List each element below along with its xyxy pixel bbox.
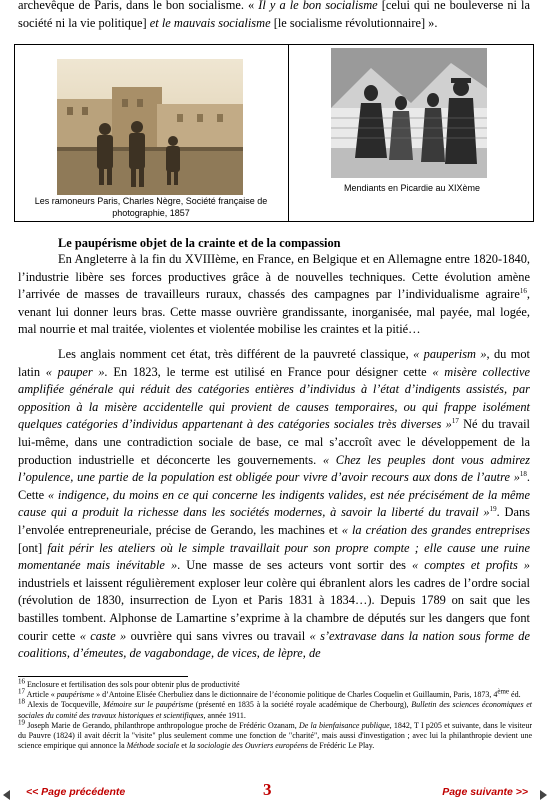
table-divider xyxy=(288,45,289,221)
section-title: Le paupérisme objet de la crainte et de la compassion xyxy=(58,236,341,250)
page-number: 3 xyxy=(263,780,272,799)
paragraph-text: , venant lui donner leurs bras. Cette masse ouvrière grandissante, inorganisée, mal payée, mal logée, mal nourrie et mal traitée, violentes et violentée mobilise les craintes et la pitié… xyxy=(18,287,530,337)
footnote-superscript: ème xyxy=(497,687,510,696)
footnote-italic: Bulletin des sciences économiques et sociales du comité des travaux historiques et scientifiques xyxy=(18,700,533,720)
paragraph-text: [ont] xyxy=(18,540,43,555)
right-image-caption: Mendiants en Picardie au XIXème xyxy=(343,183,481,193)
footnote-italic: paupérisme xyxy=(56,690,95,700)
footnote-17 xyxy=(18,687,532,700)
intro-text: [celui qui ne bouleverse ni la société ni la vie politique] xyxy=(18,0,530,30)
footnote-ref[interactable]: 17 xyxy=(451,417,459,426)
paragraph-text: . Dans l’envolée entrepreneuriale, précise de Gerando, les machines et xyxy=(18,505,530,537)
next-page-link[interactable]: Page suivante >> xyxy=(442,786,528,798)
footnote-text: Joseph Marie de Gerando, philanthrope anthropologue proche de Frédéric Ozanam, xyxy=(27,720,297,730)
intro-text: archevêque de Paris, dans le bon socialisme. « xyxy=(18,0,255,12)
footnote-text: (présenté en 1835 à la société royale académique de Cherbourg), xyxy=(195,700,409,710)
paragraph-text: ouvrière qui sans vivres ou travail xyxy=(130,628,306,643)
footnote-ref[interactable]: 16 xyxy=(519,287,527,296)
footnote-italic: De la bienfaisance publique xyxy=(298,720,390,730)
intro-quote: Il y a le bon socialisme xyxy=(258,0,378,12)
paragraph-quote: « pauperism », xyxy=(413,347,490,361)
paragraph-text: . Cette xyxy=(18,470,530,502)
paragraph-quote: « comptes et profits » xyxy=(412,558,530,573)
footnote-text: , année 1911. xyxy=(203,710,246,720)
footnote-text: Enclosure et fertilisation des sols pour obtenir plus de productivité xyxy=(27,680,240,689)
footnote-number: 18 xyxy=(18,697,25,706)
previous-page-link[interactable]: << Page précédente xyxy=(26,786,126,798)
paragraph-text: du mot latin xyxy=(18,347,530,379)
footnote-16 xyxy=(18,677,532,690)
paragraph-quote: « s’extravase dans la nation sous forme de coalitions, d’émeutes, de vagabondage, de vices, de lèpre, de xyxy=(18,628,530,661)
footnote-text: » d’Antoine Elisée Cherbuliez dans le dictionnaire de l’économie politique de Charles Coquelin et Guillaumin, Paris, 1873, 4 xyxy=(96,690,498,700)
footnote-ref[interactable]: 19 xyxy=(489,505,497,514)
paragraph-2 xyxy=(18,346,530,663)
footnote-19 xyxy=(18,718,533,752)
paragraph-quote: « indigence, du moins en ce qui concerne les indigents valides, est née précisément de la même cause qui a produit la richesse dans les sociétés modernes, à savoir la liberté du travail » xyxy=(18,487,530,520)
paragraph-text: En Angleterre à la fin du XVIIIème, en France, en Belgique et en Allemagne entre 1820-1840, l’industrie libère ses forces productives grâce à de nouvelles techniques. Cette évolution amène l’arrivée de masses de travailleurs ruraux, chassés des campagnes par l’individualisme agraire xyxy=(18,252,530,302)
footnote-text: et xyxy=(181,741,188,751)
intro-paragraph xyxy=(18,0,530,32)
paragraph-quote: « la création des grandes entreprises xyxy=(341,522,530,537)
footnote-text: Alexis de Tocqueville, xyxy=(27,700,101,710)
intro-quote: et le mauvais socialisme xyxy=(149,15,271,30)
footnote-italic: la sociologie des Ouvriers européens xyxy=(189,741,308,751)
paragraph-text: Né du travail lui-même, dans une contradiction sociale de base, ce mal s’accroît avec le développement de la production industrielle et déconcerte les gouvernements. xyxy=(18,417,530,467)
paragraph-quote: « misère collective amplifiée générale qui réduit des catégories entières d’individus à l’état d’indigents assistés, par opposition à la misère accidentelle qui provient de causes temporaires, ou qui frappe isolément quelques catégories d’individus appartenant à des catégories sociales très diverses » xyxy=(18,364,530,432)
beggars-engraving xyxy=(331,48,487,178)
scroll-right-icon[interactable] xyxy=(536,788,550,802)
footnote-18 xyxy=(18,697,533,720)
chimney-sweeps-photo xyxy=(57,59,243,195)
paragraph-quote: « Chez les peuples dont vous admirez l’opulence, une partie de la population est obligée pour vivre d’avoir recours aux dons de l’autre » xyxy=(18,452,530,485)
paragraph-quote: fait périr les ateliers où le simple travaillait pour son propre compte ; elle cause une ruine momentanée mais inévitable » xyxy=(18,540,530,573)
paragraph-1 xyxy=(18,251,530,339)
paragraph-text: En 1823, le terme est utilisé en France pour désigner cette xyxy=(113,364,427,379)
footnote-separator xyxy=(18,676,188,677)
intro-text: [le socialisme révolutionnaire] ». xyxy=(273,15,438,30)
paragraph-text: Les anglais nomment cet état, très différent de la pauvreté classique, xyxy=(58,347,409,361)
footnote-text: , 1842, T I p205 et suivante, dans le visiteur du Pauvre (1824) il avait décrit la "visite" plus seulement comme une fonction de "charité", mais aussi d'investigation ; avec lui la philanthropie devient une science empirique qui annonce la xyxy=(18,720,533,751)
footnote-italic: Méthode sociale xyxy=(126,741,180,751)
footnote-italic: Mémoire sur le paupérisme xyxy=(103,700,194,710)
scroll-left-icon[interactable] xyxy=(0,788,14,802)
image-table xyxy=(14,44,534,222)
footnote-number: 19 xyxy=(18,718,25,727)
footnotes xyxy=(18,677,533,751)
footnote-text: éd. xyxy=(511,690,521,700)
paragraph-text: industriels et laissent régulièrement exploser leur colère qui ébranlent alors les cadres de l’ordre social (révolution de 1830, insurrection de Lyon et Paris 1831 à 1834…). Depuis 1789 on sait que les bastilles tombent. Alphonse de Lamartine s’exprime à la chambre de députés sur les dangers que font courir cette xyxy=(18,575,530,643)
paragraph-quote: « pauper ». xyxy=(45,364,108,379)
footnote-text: Article « xyxy=(26,690,55,700)
footnote-ref[interactable]: 18 xyxy=(519,470,527,479)
paragraph-text: . Une masse de ses acteurs vont sortir des xyxy=(177,558,407,573)
footnote-text: de Frédéric Le Play. xyxy=(309,741,375,751)
paragraph-quote: « caste » xyxy=(79,628,127,643)
footnote-number: 17 xyxy=(18,687,25,696)
footnote-number: 16 xyxy=(18,677,25,686)
left-image-caption: Les ramoneurs Paris, Charles Nègre, Société française de photographie, 1857 xyxy=(34,196,268,218)
